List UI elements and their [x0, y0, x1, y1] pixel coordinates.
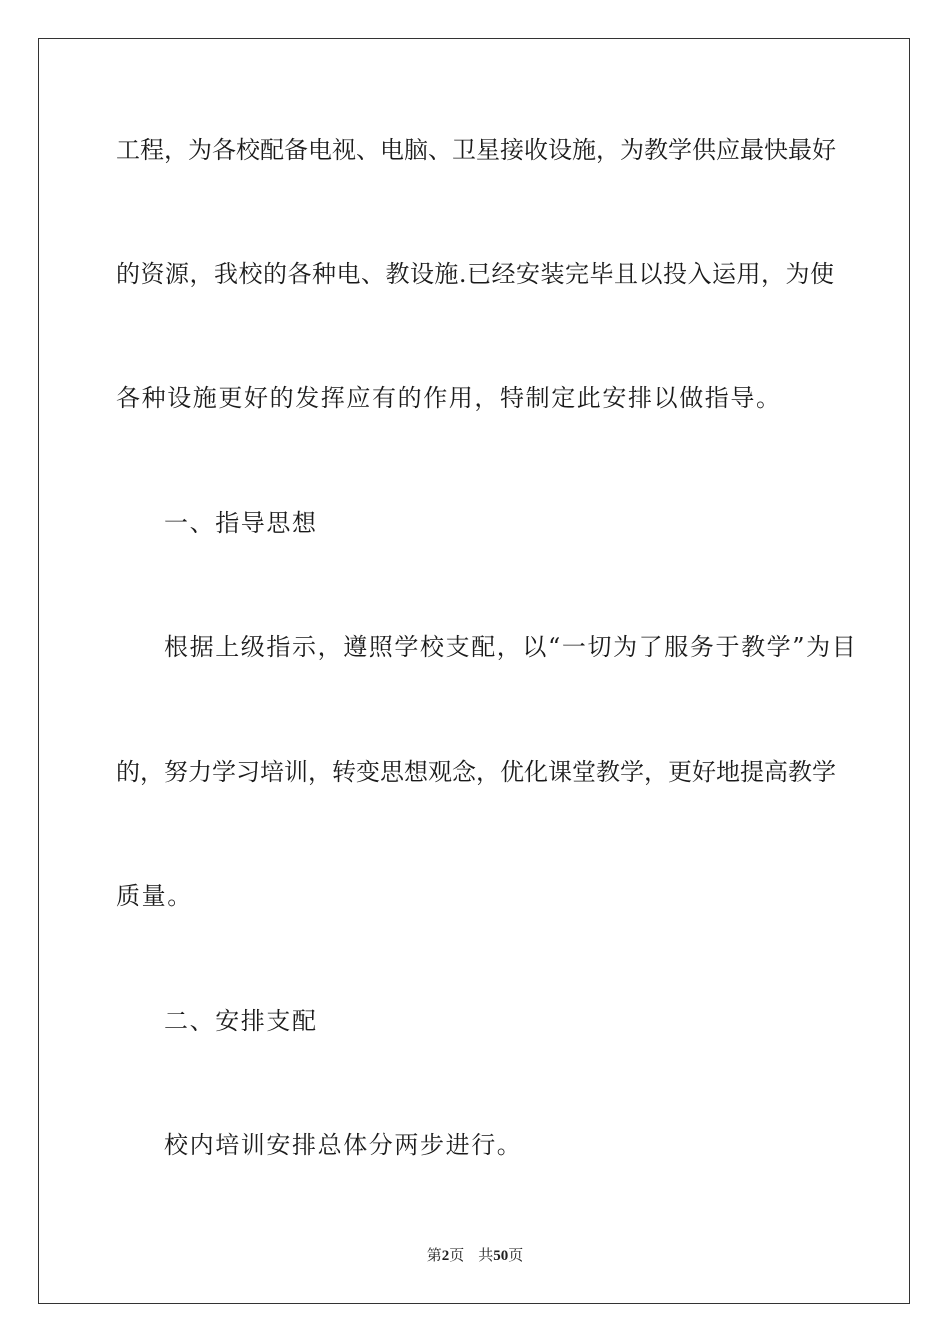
body-text-line-2: 的资源，我校的各种电、教设施.已经安装完毕且以投入运用，为使	[116, 260, 834, 288]
page-border	[38, 38, 910, 1304]
section-heading-1: 一、指导思想	[164, 509, 318, 537]
page-number-suffix: 页	[449, 1248, 465, 1264]
body-text-line-3: 各种设施更好的发挥应有的作用，特制定此安排以做指导。	[116, 384, 782, 412]
page-footer	[0, 1246, 950, 1266]
body-text-line-1: 工程，为各校配备电视、电脑、卫星接收设施，为教学供应最快最好	[116, 136, 836, 164]
body-text-line-6: 质量。	[116, 882, 193, 910]
section-heading-2: 二、安排支配	[164, 1007, 318, 1035]
page-number: 2	[441, 1248, 450, 1264]
total-pages-prefix: 共	[478, 1248, 494, 1264]
page-number-prefix: 第	[426, 1248, 442, 1264]
body-text-line-4: 根据上级指示，遵照学校支配，以“一切为了服务于教学”为目	[164, 633, 858, 661]
total-pages-suffix: 页	[508, 1248, 524, 1264]
total-pages: 50	[493, 1248, 509, 1264]
body-text-line-5: 的，努力学习培训，转变思想观念，优化课堂教学，更好地提高教学	[116, 758, 836, 786]
body-text-line-7: 校内培训安排总体分两步进行。	[164, 1131, 523, 1159]
